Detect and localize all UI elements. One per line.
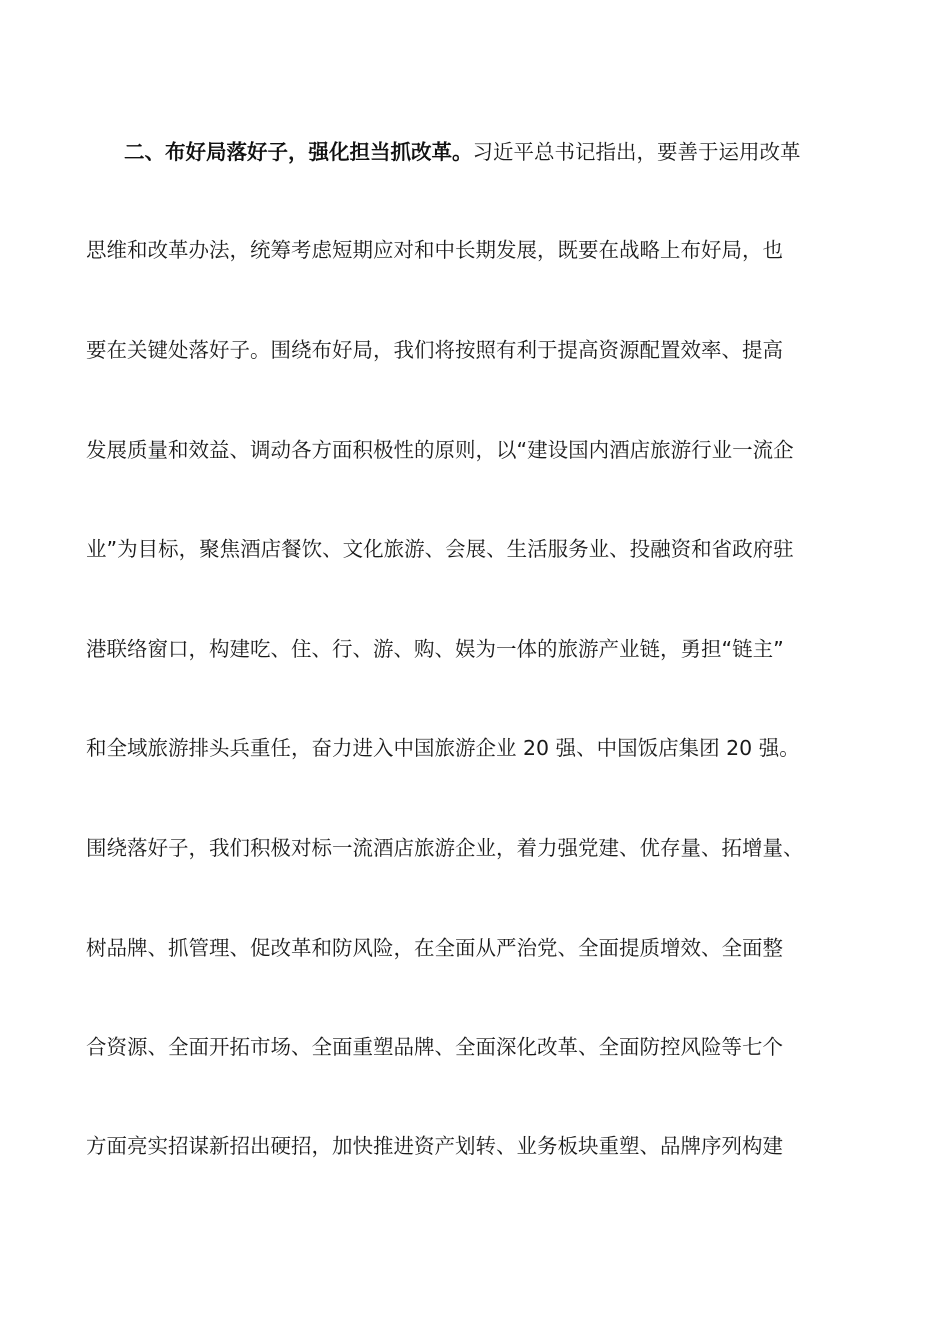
paragraph-line-2: 思维和改革办法，统筹考虑短期应对和中长期发展，既要在战略上布好局，也 bbox=[86, 238, 783, 262]
paragraph-line-8: 围绕落好子，我们积极对标一流酒店旅游企业，着力强党建、优存量、拓增量、 bbox=[86, 836, 804, 860]
paragraph-line-1 bbox=[124, 132, 924, 172]
paragraph-line-6: 港联络窗口，构建吃、住、行、游、购、娱为一体的旅游产业链，勇担“链主” bbox=[86, 637, 784, 661]
paragraph-line-3: 要在关键处落好子。围绕布好局，我们将按照有利于提高资源配置效率、提高 bbox=[86, 338, 783, 362]
section-heading: 二、布好局落好子，强化担当抓改革。 bbox=[124, 140, 473, 164]
paragraph-line-9: 树品牌、抓管理、促改革和防风险，在全面从严治党、全面提质增效、全面整 bbox=[86, 936, 783, 960]
paragraph-text: 习近平总书记指出，要善于运用改革 bbox=[472, 140, 801, 164]
paragraph-line-5: 业”为目标，聚焦酒店餐饮、文化旅游、会展、生活服务业、投融资和省政府驻 bbox=[86, 537, 794, 561]
paragraph-line-10: 合资源、全面开拓市场、全面重塑品牌、全面深化改革、全面防控风险等七个 bbox=[86, 1035, 783, 1059]
paragraph-line-7: 和全域旅游排头兵重任，奋力进入中国旅游企业 20 强、中国饭店集团 20 强。 bbox=[86, 736, 800, 760]
paragraph-line-11: 方面亮实招谋新招出硬招，加快推进资产划转、业务板块重塑、品牌序列构建 bbox=[86, 1134, 783, 1158]
paragraph-line-4: 发展质量和效益、调动各方面积极性的原则，以“建设国内酒店旅游行业一流企 bbox=[86, 438, 794, 462]
